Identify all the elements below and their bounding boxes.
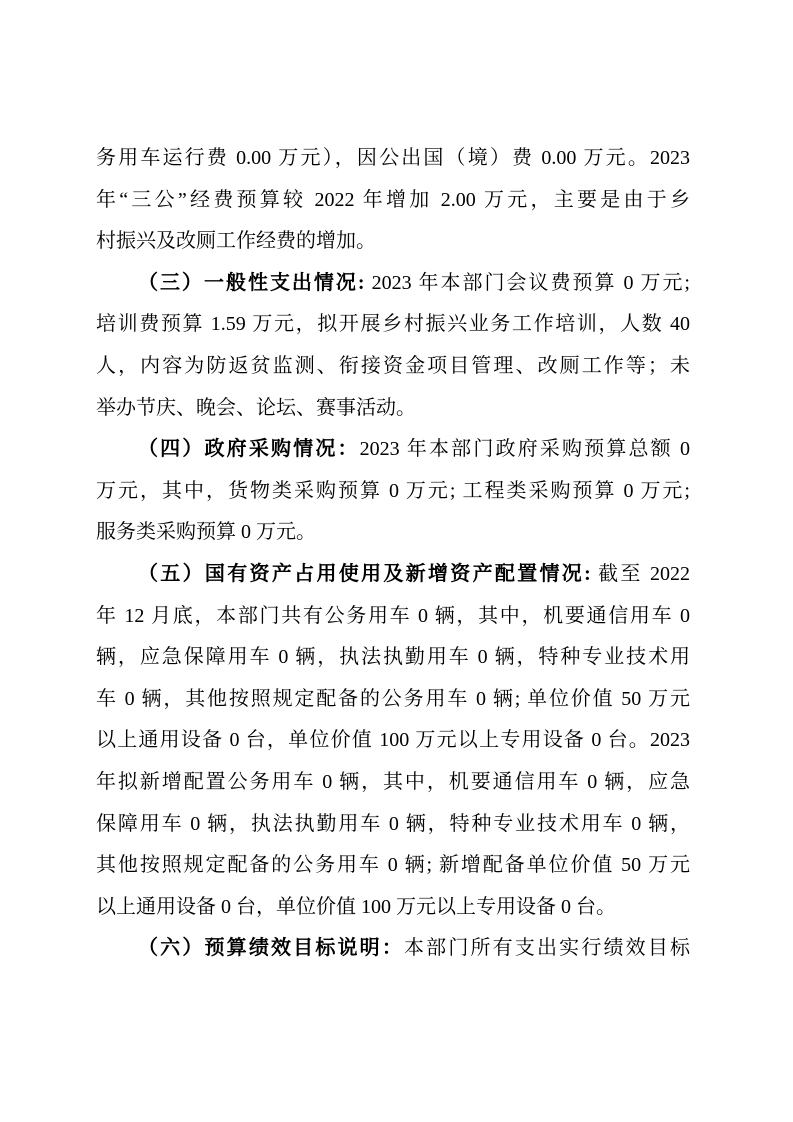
- body-text: 举办节庆、晚会、论坛、赛事活动。: [96, 396, 416, 419]
- paragraph-section-4-government-procurement: [96, 429, 690, 554]
- body-text: 服务类采购预算 0 万元。: [96, 521, 316, 544]
- text-line: [96, 429, 690, 471]
- text-line: [96, 221, 690, 263]
- paragraph-carryover: [96, 138, 690, 263]
- text-line: [96, 887, 690, 929]
- text-line: [96, 180, 690, 222]
- body-text: 截至 2022: [590, 562, 690, 585]
- text-line: [96, 512, 690, 554]
- text-line: [96, 720, 690, 762]
- body-text: 务用车运行费 0.00 万元），因公出国（境）费 0.00 万元。2023: [96, 147, 690, 169]
- body-text: 年拟新增配置公务用车 0 辆，其中，机要通信用车 0 辆，应急: [96, 770, 690, 793]
- text-line: [96, 679, 690, 721]
- body-text: 辆，应急保障用车 0 辆，执法执勤用车 0 辆，特种专业技术用: [96, 646, 690, 669]
- body-text: 人，内容为防返贫监测、衔接资金项目管理、改厕工作等；未: [96, 354, 690, 377]
- text-line: [96, 138, 690, 180]
- text-line: [96, 596, 690, 638]
- body-text: 以上通用设备 0 台，单位价值 100 万元以上专用设备 0 台。: [96, 895, 616, 918]
- text-line: [96, 928, 690, 970]
- document-content: [96, 138, 690, 970]
- section-heading-text: （四）政府采购情况：: [138, 438, 360, 461]
- text-line: [96, 346, 690, 388]
- body-text: 车 0 辆，其他按照规定配备的公务用车 0 辆; 单位价值 50 万元: [96, 687, 690, 710]
- paragraph-section-5-state-assets: [96, 554, 690, 928]
- body-text: 以上通用设备 0 台，单位价值 100 万元以上专用设备 0 台。2023: [96, 729, 690, 752]
- text-line: [96, 845, 690, 887]
- text-line: [96, 762, 690, 804]
- body-text: 培训费预算 1.59 万元，拟开展乡村振兴业务工作培训，人数 40: [96, 313, 690, 336]
- section-heading-text: （六）预算绩效目标说明：: [138, 937, 404, 960]
- text-line: [96, 804, 690, 846]
- text-line: [96, 388, 690, 430]
- text-line: [96, 304, 690, 346]
- body-text: 本部门所有支出实行绩效目标: [404, 937, 690, 960]
- text-line: [96, 554, 690, 596]
- body-text: 2023 年本部门政府采购预算总额 0: [359, 438, 690, 461]
- body-text: 2023 年本部门会议费预算 0 万元;: [364, 271, 690, 294]
- body-text: 其他按照规定配备的公务用车 0 辆; 新增配备单位价值 50 万元: [96, 854, 690, 877]
- section-heading-text: （五）国有资产占用使用及新增资产配置情况:: [138, 562, 591, 585]
- body-text: 万元，其中，货物类采购预算 0 万元; 工程类采购预算 0 万元;: [96, 479, 690, 502]
- text-line: [96, 471, 690, 513]
- body-text: 年“三公”经费预算较 2022 年增加 2.00 万元，主要是由于乡: [96, 188, 690, 211]
- body-text: 保障用车 0 辆，执法执勤用车 0 辆，特种专业技术用车 0 辆，: [96, 812, 690, 835]
- text-line: [96, 637, 690, 679]
- paragraph-section-3-general-expenditure: [96, 263, 690, 429]
- paragraph-section-6-performance-targets: [96, 928, 690, 970]
- body-text: 村振兴及改厕工作经费的增加。: [96, 230, 376, 253]
- body-text: 年 12 月底，本部门共有公务用车 0 辆，其中，机要通信用车 0: [96, 604, 690, 627]
- section-heading-text: （三）一般性支出情况:: [138, 271, 365, 294]
- text-line: [96, 263, 690, 305]
